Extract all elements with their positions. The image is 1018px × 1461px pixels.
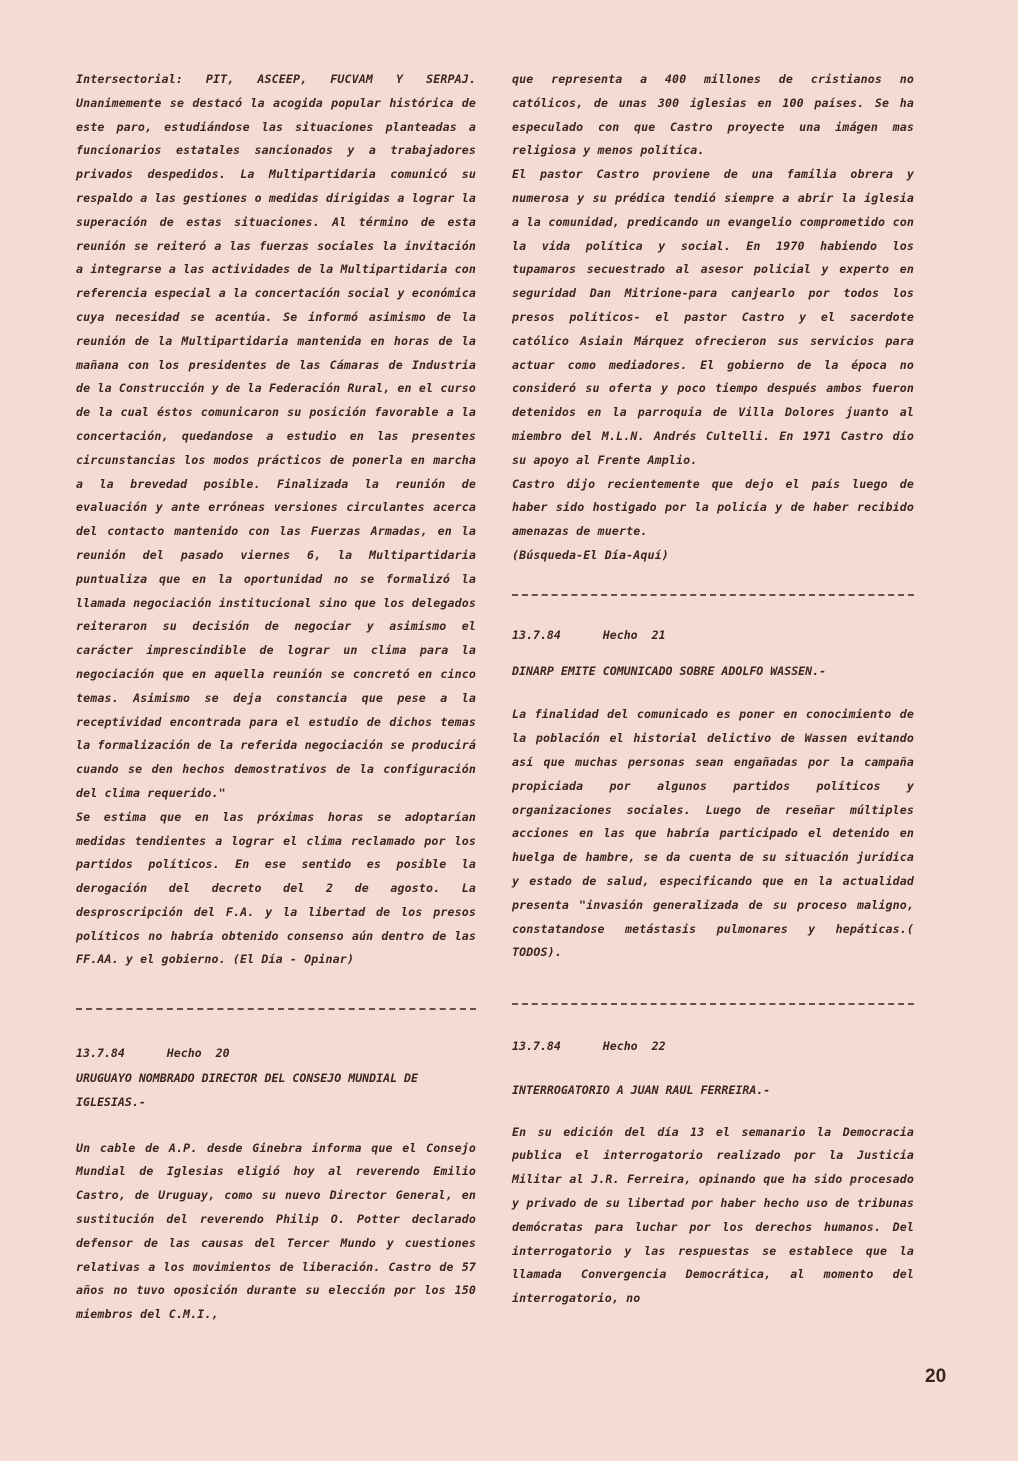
right-column bbox=[512, 68, 914, 1311]
separator-line bbox=[512, 1003, 914, 1005]
paragraph-source: (Búsqueda-El Día-Aquí) bbox=[512, 547, 669, 562]
item-label-22: Hecho 22 bbox=[602, 1039, 666, 1054]
paragraph-castro-threats: Castro dijo recientemente que dejo el país luego de haber sido hostigado por la policía y de haber recibido amenazas de muerte. bbox=[512, 476, 914, 539]
paragraph-ferreira: En su edición del día 13 el semanario la Democracia publica el interrogatorio realizado por la Justicia Militar al J.R. Ferreira, opinando que ha sido procesado y privado de su libertad por haber hecho uso de tribunas demócratas para luchar por los derechos humanos. Del interrogatorio y las respuestas se establece que la llamada Convergencia Democrática, al momento del interrogatorio, no bbox=[512, 1124, 914, 1306]
item-headline: URUGUAYO NOMBRADO DIRECTOR DEL CONSEJO MUNDIAL DE IGLESIAS.- bbox=[76, 1071, 419, 1109]
item-label: Hecho 20 bbox=[166, 1046, 230, 1061]
item-date: 13.7.84 bbox=[76, 1046, 125, 1061]
paragraph-wassen: La finalidad del comunicado es poner en conocimiento de la población el historial delictivo de Wassen evitando así que muchas personas sean engañadas por la campaña propiciada por algunos partidos políticos y organizaciones sociales. Luego de reseñar múltiples acciones en las que habría participado el detenido en huelga de hambre, se da cuenta de su situación jurídica y estado de salud, especificando que en la actualidad presenta "invasión generalizada de su proceso maligno, constatandose metástasis pulmonares y hepáticas.( TODOS). bbox=[512, 707, 914, 960]
separator-line bbox=[512, 594, 914, 596]
item-headline-21: DINARP EMITE COMUNICADO SOBRE ADOLFO WASSEN.- bbox=[512, 663, 827, 678]
paragraph-castro-biography: El pastor Castro proviene de una familia obrera y numerosa y su prédica tendió siempre a abrir la iglesia a la comunidad, predicando un evangelio comprometido con la vida política y social. En 1970 habiendo los tupamaros secuestrado al asesor policial y experto en seguridad Dan Mitrione-para canjearlo por todos los presos políticos- el pastor Castro y el sacerdote católico Asiain Márquez ofrecieron sus servicios para actuar como mediadores. El gobierno de la época no consideró su oferta y poco tiempo después ambos fueron detenidos en la parroquia de Villa Dolores juanto al miembro del M.L.N. Andrés Cultelli. En 1971 Castro dio su apoyo al Frente Amplio. bbox=[512, 167, 914, 467]
item-headline-22: INTERROGATORIO A JUAN RAUL FERREIRA.- bbox=[512, 1082, 771, 1097]
item-label-21: Hecho 21 bbox=[602, 627, 666, 642]
left-column bbox=[76, 68, 476, 1327]
item-date-22: 13.7.84 bbox=[512, 1039, 561, 1054]
paragraph-multipartidaria: Intersectorial: PIT, ASCEEP, FUCVAM Y SERPAJ. Unanimemente se destacó la acogida popular histórica de este paro, estudiándose las situaciones planteadas a funcionarios estatales sancionados y a trabajadores privados despedidos. La Multipartidaria comunicó su respaldo a las gestiones o medidas dirigidas a lograr la superación de estas situaciones. Al término de esta reunión se reiteró a las fuerzas sociales la invitación a integrarse a las actividades de la Multipartidaria con referencia especial a la concertación social y económica cuya necesidad se acentúa. Se informó asimismo de la reunión de la Multipartidaria mantenida en horas de la mañana con los presidentes de las Cámaras de Industria de la Construcción y de la Federación Rural, en el curso de la cual éstos comunicaron su posición favorable a la concertación, quedandose a estudio en las presentes circunstancias los modos prácticos de ponerla en marcha a la brevedad posible. Finalizada la reunión de evaluación y ante erróneas versiones circulantes acerca del contacto mantenido con las Fuerzas Armadas, en la reunión del pasado viernes 6, la Multipartidaria puntualiza que en la oportunidad no se formalizó la llamada negociación institucional sino que los delegados reiteraron su decisión de negociar y asimismo el carácter imprescindible de lograr un clima para la negociación que en aquella reunión se concretó en cinco temas. Asimismo se deja constancia que pese a la receptividad encontrada para el estudio de dichos temas la formalización de la referida negociación se producirá cuando se den hechos demostrativos de la configuración del clima requerido." bbox=[76, 72, 476, 800]
paragraph-castro-cont: que representa a 400 millones de cristianos no católicos, de unas 300 iglesias en 100 países. Se ha especulado con que Castro proyecte una imágen mas religiosa y menos política. bbox=[512, 72, 914, 158]
item-header-21 bbox=[512, 624, 914, 648]
item-header-22 bbox=[512, 1035, 914, 1059]
item-date-21: 13.7.84 bbox=[512, 627, 561, 642]
item-header bbox=[76, 1042, 476, 1066]
page-number: 20 bbox=[925, 1366, 947, 1387]
separator-line bbox=[76, 1008, 476, 1010]
paragraph-castro: Un cable de A.P. desde Ginebra informa que el Consejo Mundial de Iglesias eligió hoy al reverendo Emilio Castro, de Uruguay, como su nuevo Director General, en sustitución del reverendo Philip O. Potter declarado defensor de las causas del Tercer Mundo y cuestiones relativas a los movimientos de liberación. Castro de 57 años no tuvo oposición durante su elección por los 150 miembros del C.M.I., bbox=[76, 1140, 476, 1322]
paragraph-medidas: Se estima que en las próximas horas se adoptarían medidas tendientes a lograr el clima reclamado por los partidos políticos. En ese sentido es posible la derogación del decreto del 2 de agosto. La desproscripción del F.A. y la libertad de los presos políticos no habría obtenido consenso aún dentro de las FF.AA. y el gobierno. (El Día - Opinar) bbox=[76, 809, 476, 967]
